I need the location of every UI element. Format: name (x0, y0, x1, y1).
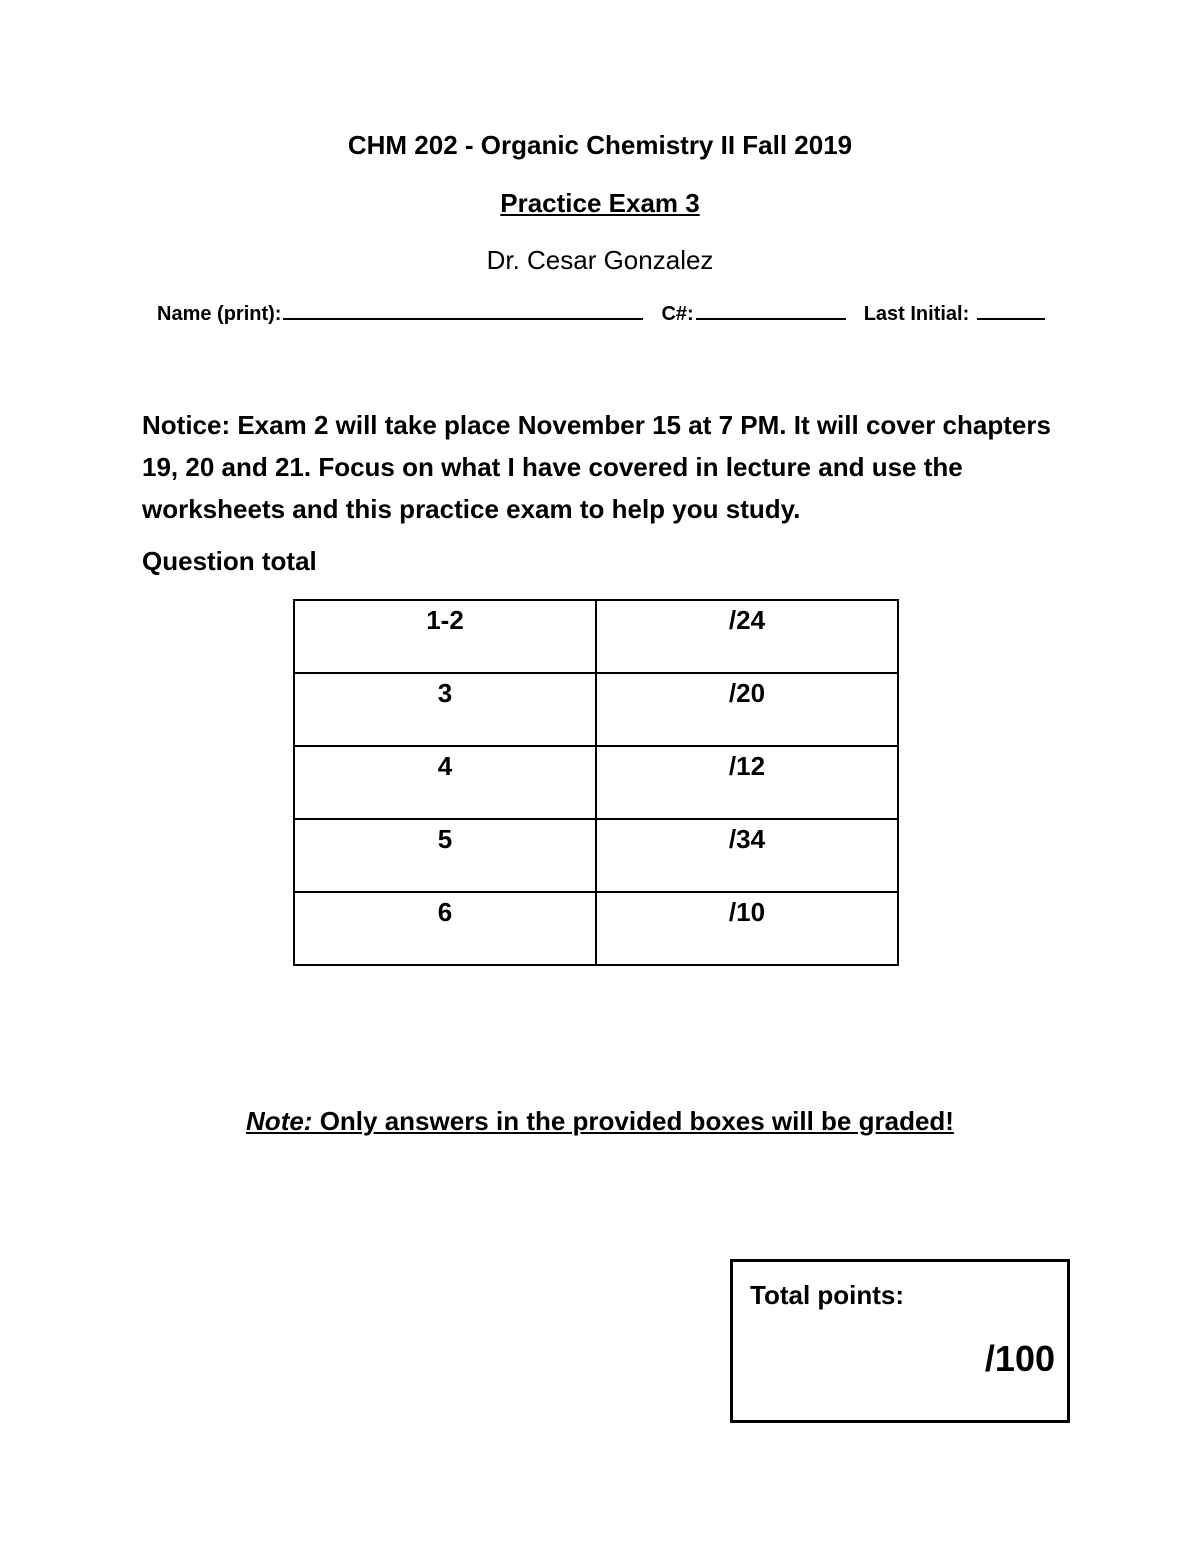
cnum-field[interactable] (696, 300, 846, 320)
question-cell: 5 (294, 819, 596, 892)
name-label: Name (print): (157, 303, 282, 325)
last-initial-label: Last Initial: (863, 303, 970, 325)
points-cell: /34 (596, 819, 898, 892)
cnum-label: C#: (661, 303, 694, 325)
note-text: Only answers in the provided boxes will be graded! (312, 1106, 954, 1136)
points-cell: /24 (596, 600, 898, 673)
total-points-label: Total points: (750, 1280, 905, 1310)
question-total-heading: Question total (142, 546, 317, 576)
table-row (294, 673, 898, 746)
table-row (294, 892, 898, 965)
points-cell: /10 (596, 892, 898, 965)
points-cell: /20 (596, 673, 898, 746)
table-row (294, 600, 898, 673)
course-title: CHM 202 - Organic Chemistry II Fall 2019 (347, 130, 853, 160)
question-cell: 4 (294, 746, 596, 819)
last-initial-field[interactable] (977, 300, 1045, 320)
points-cell: /12 (596, 746, 898, 819)
name-field[interactable] (283, 300, 643, 320)
question-cell: 1-2 (294, 600, 596, 673)
total-points-value: /100 (984, 1338, 1055, 1379)
exam-title (0, 188, 1200, 219)
note-prefix: Note: (246, 1106, 313, 1136)
table-row (294, 746, 898, 819)
exam-notice: Notice: Exam 2 will take place November 15 at 7 PM. It will cover chapters 19, 20 and 21. Focus on what I have covered in lecture and use the worksheets and this practice exam to help you study. (142, 410, 1051, 524)
score-table (293, 599, 899, 966)
question-cell: 3 (294, 673, 596, 746)
grading-note (0, 1106, 1200, 1137)
table-row (294, 819, 898, 892)
total-points-box (730, 1259, 1070, 1423)
question-cell: 6 (294, 892, 596, 965)
student-info-line (157, 300, 1045, 326)
instructor-name: Dr. Cesar Gonzalez (486, 245, 714, 275)
exam-title-text: Practice Exam 3 (500, 188, 700, 218)
